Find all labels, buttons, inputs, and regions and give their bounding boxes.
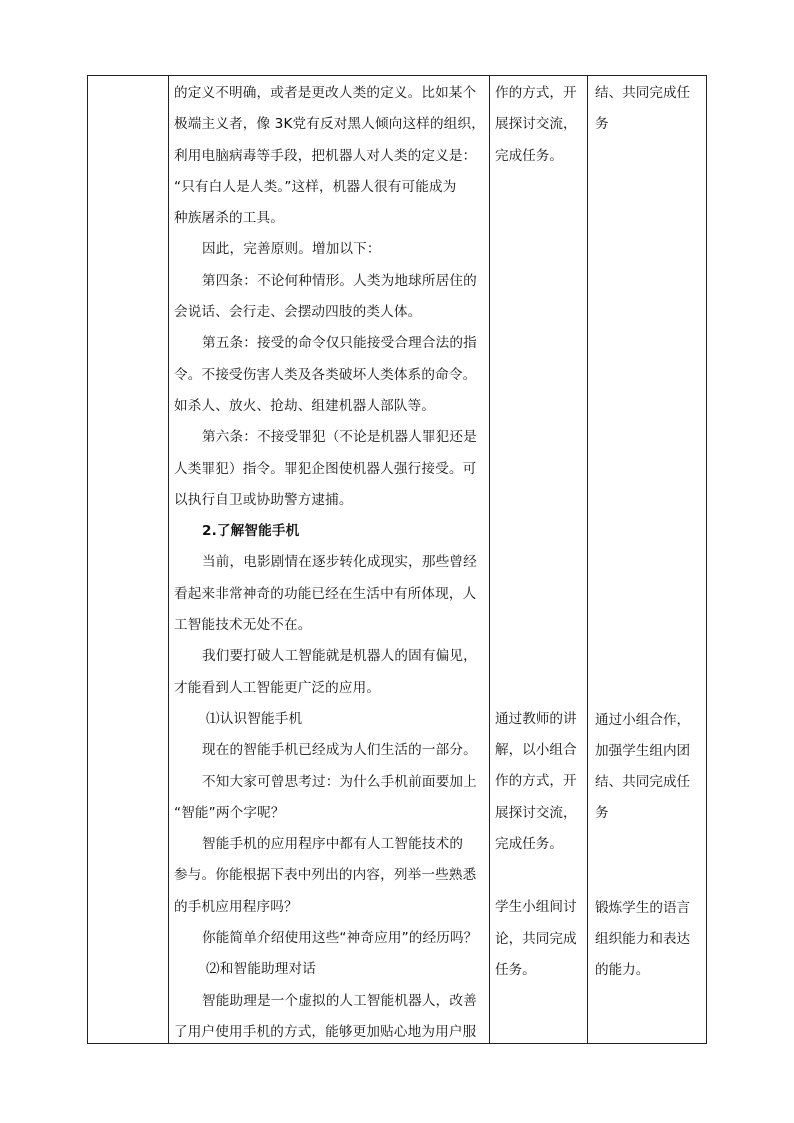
text-line: 第四条：不论何种情形。人类为地球所居住的	[202, 272, 477, 289]
text-line: 加强学生组内团	[595, 742, 691, 759]
text-line: 的能力。	[595, 962, 650, 979]
text-line: 人类罪犯）指令。罪犯企图使机器人强行接受。可	[174, 460, 477, 477]
text-line: “智能”两个字呢？	[174, 804, 285, 821]
text-line: 种族屠杀的工具。	[174, 210, 284, 227]
teaching-content-column	[169, 76, 489, 1043]
text-line: 结、共同完成任	[595, 85, 691, 101]
text-line: 的手机应用程序吗？	[174, 898, 298, 915]
intent-block	[595, 893, 702, 987]
teaching-method-column	[490, 76, 587, 1043]
text-line: 令。不接受伤害人类及各类破坏人类体系的命令。	[174, 366, 477, 383]
design-intent-column	[588, 76, 706, 1043]
text-line: 如杀人、放火、抢劫、组建机器人部队等。	[174, 397, 436, 414]
text-line: 智能助理是一个虚拟的人工智能机器人，改善	[202, 992, 477, 1009]
text-line: 结、共同完成任	[595, 774, 691, 791]
text-line: 参与。你能根据下表中列出的内容，列举一些熟悉	[174, 867, 477, 884]
text-line: 你能简单介绍使用这些“神奇应用”的经历吗？	[202, 930, 478, 947]
intent-block	[595, 78, 702, 141]
text-line: 解，以小组合	[495, 742, 577, 759]
text-line: 第六条：不接受罪犯（不论是机器人罪犯还是	[202, 429, 477, 446]
text-line: 利用电脑病毒等手段，把机器人对人类的定义是：	[174, 147, 477, 164]
text-line: 以执行自卫或协助警方逮捕。	[174, 491, 353, 508]
text-line: 通过小组合作，	[595, 711, 691, 728]
text-line: 因此，完善原则。增加以下：	[202, 241, 381, 258]
text-line: 务	[595, 805, 609, 822]
text-line: 智能手机的应用程序中都有人工智能技术的	[202, 836, 464, 853]
text-line: 论，共同完成	[495, 930, 577, 947]
text-line: “只有白人是人类。”这样，机器人很有可能成为	[174, 178, 457, 195]
text-line: 展探讨交流，	[495, 116, 577, 133]
text-line: 极端主义者，像 3K党有反对黑人倾向这样的组织，	[174, 116, 485, 133]
text-line: 第五条：接受的命令仅只能接受合理合法的指	[202, 335, 477, 352]
lesson-plan-table	[87, 75, 707, 1044]
text-line: 作的方式，开	[495, 773, 577, 790]
text-line: 当前，电影剧情在逐步转化成现实，那些曾经	[202, 554, 477, 571]
text-line: 不知大家可曾思考过：为什么手机前面要加上	[202, 773, 477, 790]
text-line: 2.了解智能手机	[202, 523, 300, 540]
text-line: 务	[595, 116, 609, 133]
intent-block	[595, 705, 702, 830]
text-line: 完成任务。	[495, 147, 563, 164]
text-line: 看起来非常神奇的功能已经在生活中有所体现，人	[174, 585, 477, 602]
text-line: 组织能力和表达	[595, 931, 691, 948]
text-line: 的定义不明确，或者是更改人类的定义。比如某个	[174, 85, 477, 101]
text-line: 作的方式，开	[495, 85, 577, 101]
text-line: 任务。	[495, 961, 536, 978]
text-line: 现在的智能手机已经成为人们生活的一部分。	[202, 742, 477, 759]
text-line: ⑵和智能助理对话	[206, 961, 316, 978]
text-line: 展探讨交流，	[495, 804, 577, 821]
method-block	[495, 892, 583, 986]
text-line: 锻炼学生的语言	[595, 899, 691, 916]
method-block	[495, 78, 583, 172]
text-line: 完成任务。	[495, 836, 563, 853]
text-line: ⑴认识智能手机	[206, 710, 303, 727]
text-line: 才能看到人工智能更广泛的应用。	[174, 679, 381, 696]
text-line: 工智能技术无处不在。	[174, 617, 312, 634]
text-line: 会说话、会行走、会摆动四肢的类人体。	[174, 304, 422, 321]
text-line: 通过教师的讲	[495, 710, 577, 727]
method-block	[495, 704, 583, 860]
text-line: 了用户使用手机的方式，能够更加贴心地为用户服	[174, 1023, 477, 1040]
text-line: 我们要打破人工智能就是机器人的固有偏见，	[202, 648, 477, 665]
text-line: 学生小组间讨	[495, 899, 577, 916]
